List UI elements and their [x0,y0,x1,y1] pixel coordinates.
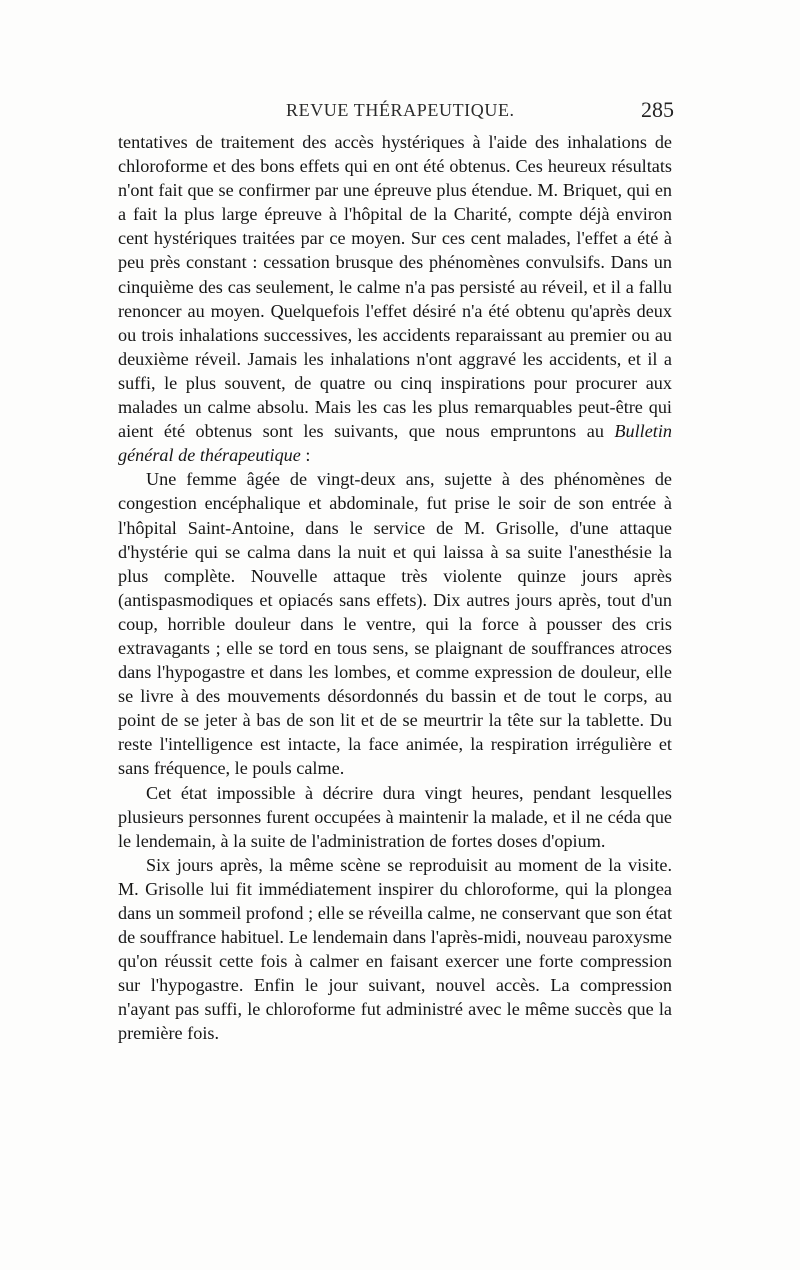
paragraph-1-text: tentatives de traitement des accès hystériques à l'aide des inhalations de chloroforme et des bons effets qui en ont été obtenus. Ces heureux résultats n'ont fait que se confirmer par une épreuve plus étendue. M. Briquet, qui en a fait la plus large épreuve à l'hôpital de la Charité, compte déjà environ cent hystériques traitées par ce moyen. Sur ces cent malades, l'effet a été à peu près constant : cessation brusque des phénomènes convulsifs. Dans un cinquième des cas seulement, le calme n'a pas persisté au réveil, et il a fallu renoncer au moyen. Quelquefois l'effet désiré n'a été obtenu qu'après deux ou trois inhalations successives, les accidents reparaissant au premier ou au deuxième réveil. Jamais les inhalations n'ont aggravé les accidents, et il a suffi, le plus souvent, de quatre ou cinq inspirations pour procurer aux malades un calme absolu. Mais les cas les plus remarquables peut-être qui aient été obtenus sont les suivants, que nous empruntons au [118,132,672,442]
paragraph-recurrence: Six jours après, la même scène se reproduisit au moment de la visite. M. Grisolle lui fit immédiatement inspirer du chloroforme, qui la plongea dans un sommeil profond ; elle se réveilla calme, ne conservant que son état de souffrance habituel. Le lendemain dans l'après-midi, nouveau paroxysme qu'on réussit cette fois à calmer en faisant exercer une forte compression sur l'hypogastre. Enfin le jour suivant, nouvel accès. La compression n'ayant pas suffi, le chloroforme fut administré avec le même succès que la première fois. [118,854,672,1044]
paragraph-duration: Cet état impossible à décrire dura vingt heures, pendant lesquelles plusieurs personnes furent occupées à maintenir la malade, et il ne céda que le lendemain, à la suite de l'administration de fortes doses d'opium. [118,782,672,851]
running-head: REVUE THÉRAPEUTIQUE. [286,100,515,120]
paragraph-continuation [118,130,672,467]
paragraph-1-end: : [300,445,311,466]
page-number: 285 [641,97,674,122]
body-text [118,130,672,1046]
page-header [118,96,678,126]
journal-title: Bulletin général de thérapeutique [118,421,672,466]
paragraph-case-description: Une femme âgée de vingt-deux ans, sujette à des phénomènes de congestion encéphalique et abdominale, fut prise le soir de son entrée à l'hôpital Saint-Antoine, dans le service de M. Grisolle, d'une attaque d'hystérie qui se calma dans la nuit et qui laissa à sa suite l'anesthésie la plus complète. Nouvelle attaque très violente quinze jours après (antispasmodiques et opiacés sans effets). Dix autres jours après, tout d'un coup, horrible douleur dans le ventre, qui la force à pousser des cris extravagants ; elle se tord en tous sens, se plaignant de souffrances atroces dans l'hypogastre et dans les lombes, et comme expression de douleur, elle se livre à des mouvements désordonnés du bassin et de tout le corps, au point de se jeter à bas de son lit et de se meurtrir la tête sur la tablette. Du reste l'intelligence est intacte, la face animée, la respiration irrégulière et sans fréquence, le pouls calme. [118,469,672,779]
